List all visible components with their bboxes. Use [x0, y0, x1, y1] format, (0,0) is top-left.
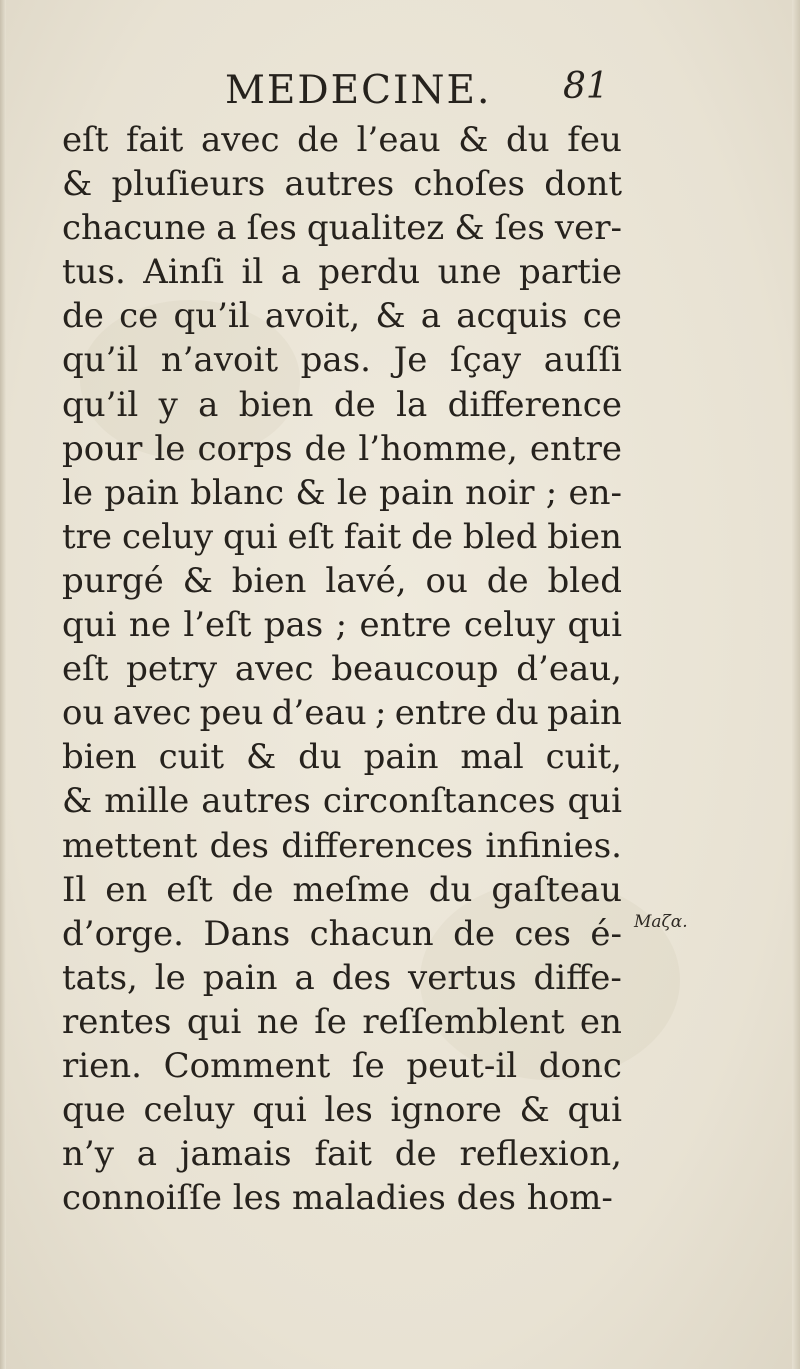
- running-head-title: MEDECINE.: [225, 68, 492, 113]
- text-line: purgé & bien lavé, ou de bled: [62, 560, 622, 601]
- text-line: mettent des differences infinies.: [62, 825, 622, 866]
- text-line: tats, le pain a des vertus diffe-: [62, 957, 622, 998]
- text-line: rentes qui ne ſe reſſemblent en: [62, 1001, 622, 1042]
- text-line: eſt fait avec de l’eau & du feu: [62, 120, 622, 160]
- text-line: le pain blanc & le pain noir ; en-: [62, 472, 622, 513]
- text-line: de ce qu’il avoit, & a acquis ce: [62, 296, 622, 337]
- text-line: qu’il n’avoit pas. Je ſçay auſſi: [62, 340, 622, 381]
- text-line: tus. Ainſi il a perdu une partie: [62, 252, 622, 293]
- text-line: ou avec peu d’eau ; entre du pain: [62, 693, 622, 734]
- text-line: & pluſieurs autres choſes dont: [62, 164, 622, 205]
- page-right-edge: [792, 0, 800, 1369]
- text-line: chacune a ſes qualitez & ſes ver-: [62, 208, 622, 249]
- body-text: [62, 118, 622, 1220]
- page-left-edge: [0, 0, 6, 1369]
- text-line: pour le corps de l’homme, entre: [62, 428, 622, 469]
- page-number: 81: [563, 66, 609, 107]
- text-line: rien. Comment ſe peut-il donc: [62, 1045, 622, 1086]
- text-line: qu’il y a bien de la difference: [62, 384, 622, 425]
- text-line: qui ne l’eſt pas ; entre celuy qui: [62, 605, 622, 646]
- text-line: connoiſſe les maladies des hom-: [62, 1178, 613, 1219]
- text-line: n’y a jamais fait de reflexion,: [62, 1134, 622, 1175]
- text-line: eſt petry avec beaucoup d’eau,: [62, 649, 622, 690]
- text-line: & mille autres circonſtances qui: [62, 781, 622, 822]
- text-line: Il en eſt de meſme du gaſteau: [62, 869, 622, 910]
- margin-note: Maζα.: [634, 912, 688, 932]
- text-line: d’orge. Dans chacun de ces é-: [62, 913, 622, 954]
- text-line: bien cuit & du pain mal cuit,: [62, 737, 622, 778]
- text-line: que celuy qui les ignore & qui: [62, 1090, 622, 1131]
- text-line: tre celuy qui eſt fait de bled bien: [62, 516, 622, 557]
